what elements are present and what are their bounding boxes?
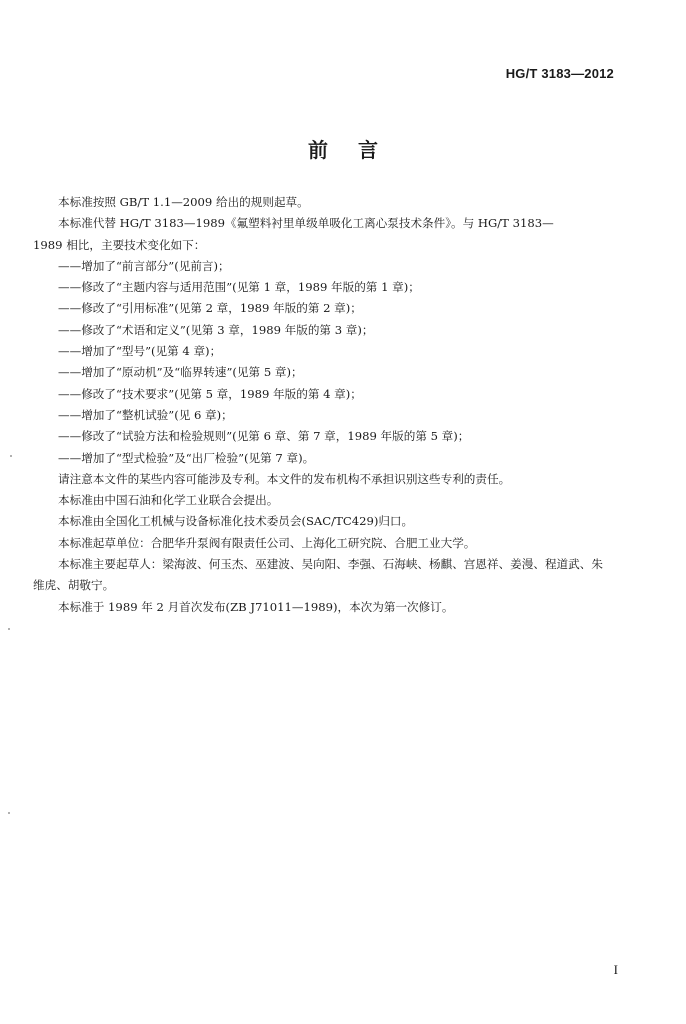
intro-line: 本标准按照 GB/T 1.1—2009 给出的规则起草。 (58, 195, 309, 209)
page-number: I (613, 962, 618, 977)
intro-line: 本标准代替 HG/T 3183—1989《氟塑料衬里单级单吸化工离心泵技术条件》。与 HG/T 3183— (58, 216, 554, 231)
change-item: ——增加了“原动机”及“临界转速”(见第 5 章)； (58, 365, 303, 380)
change-item: ——修改了“技术要求”(见第 5 章，1989 年版的第 4 章)； (58, 386, 362, 401)
change-item: ——修改了“试验方法和检验规则”(见第 6 章、第 7 章，1989 年版的第 5 章)； (58, 429, 470, 444)
intro-line: 1989 相比，主要技术变化如下： (33, 237, 206, 252)
committee-line: 本标准由全国化工机械与设备标准化技术委员会(SAC/TC429)归口。 (58, 514, 414, 529)
drafting-units-line: 本标准起草单位：合肥华升泵阀有限责任公司、上海化工研究院、合肥工业大学。 (58, 535, 476, 550)
drafters-line: 本标准主要起草人：梁海波、何玉杰、巫建波、吴向阳、李强、石海峡、杨麒、宫恩祥、姜漫、程道武、朱 (58, 557, 603, 572)
change-item: ——增加了“型号”(见第 4 章)； (58, 344, 222, 359)
proposer-line: 本标准由中国石油和化学工业联合会提出。 (58, 493, 279, 508)
page-title: 前言 (308, 138, 408, 162)
change-item: ——修改了“引用标准”(见第 2 章，1989 年版的第 2 章)； (58, 301, 362, 316)
change-item: ——修改了“主题内容与适用范围”(见第 1 章，1989 年版的第 1 章)； (58, 280, 420, 295)
change-item: ——修改了“术语和定义”(见第 3 章，1989 年版的第 3 章)； (58, 322, 374, 337)
change-item: ——增加了“整机试验”(见 6 章)； (58, 407, 233, 422)
change-item: ——增加了“前言部分”(见前言)； (58, 258, 230, 273)
scan-speck (8, 628, 10, 630)
scan-speck (8, 812, 10, 814)
change-item: ——增加了“型式检验”及“出厂检验”(见第 7 章)。 (58, 450, 315, 465)
scan-speck (10, 455, 12, 457)
preface-body (33, 192, 633, 618)
standard-code: HG/T 3183—2012 (505, 66, 614, 81)
patent-notice: 请注意本文件的某些内容可能涉及专利。本文件的发布机构不承担识别这些专利的责任。 (58, 471, 511, 486)
drafters-line-cont: 维虎、胡敬宁。 (33, 578, 115, 593)
history-line: 本标准于 1989 年 2 月首次发布(ZB J71011—1989)，本次为第一次修订。 (58, 599, 454, 614)
